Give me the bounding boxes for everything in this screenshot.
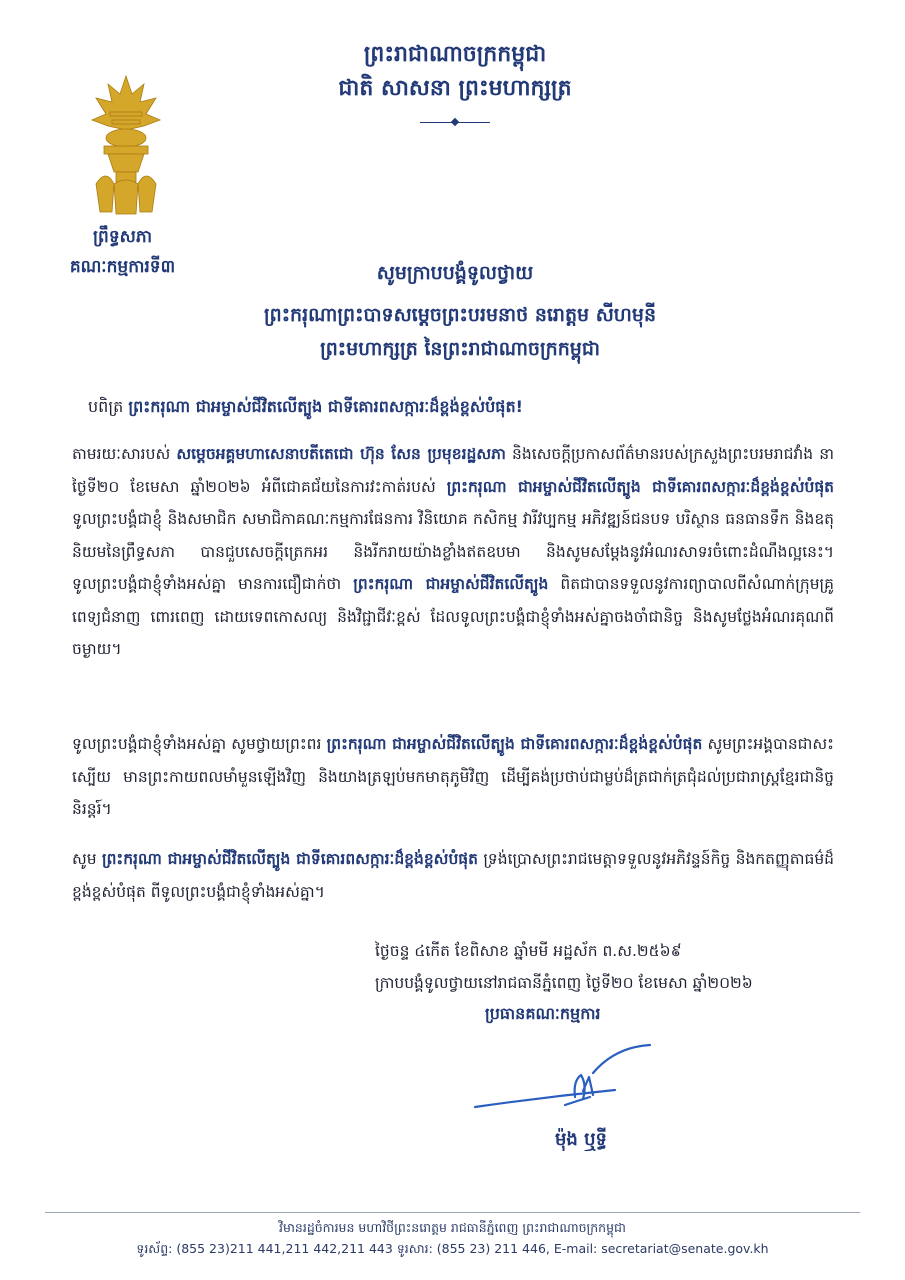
lunar-date: ថ្ងៃចន្ទ ៤កើត ខែពិសាខ ឆ្នាំមមី អដ្ឋស័ក ព.ស.២៥៦៩ <box>375 942 682 960</box>
p1-text-a: តាមរយៈសារបស់ <box>72 445 177 463</box>
header-divider-ornament <box>451 118 459 126</box>
p1-text-g: ពិតជាបានទទួលនូវការព្យាបាលពីសំណាក់ក្រុមគ្រូពេទ្យជំនាញ ពោរពេញ ដោយទេពកោសល្យ និងវិជ្ជាជីវៈខ្ពស់ ដែលទូលព្រះបង្គំជាខ្ញុំទាំងអស់គ្នាចងចាំជានិច្ច និងសូមថ្លែងអំណរគុណពីចម្ងាយ។ <box>72 575 834 658</box>
footer-contact <box>45 1239 860 1259</box>
senate-emblem-icon <box>86 72 166 222</box>
body-paragraph-3 <box>72 843 834 908</box>
fax-label: ទូរសារ: <box>396 1241 433 1256</box>
footer-address: វិមានរដ្ឋចំការមន មហាវិថីព្រះនរោត្តម រាជធានីភ្នំពេញ ព្រះរាជាណាចក្រកម្ពុជា <box>279 1220 626 1235</box>
addressee-block <box>120 298 800 366</box>
p3-text-a: សូម <box>72 850 102 868</box>
national-motto: ជាតិ សាសនា ព្រះមហាក្សត្រ <box>338 76 572 101</box>
p3-emphasis-b: ព្រះករុណា ជាអម្ចាស់ជីវិតលើត្បូង ជាទីគោរពសក្ការៈដ៏ខ្ពង់ខ្ពស់បំផុត <box>101 850 478 868</box>
signatory-name: ម៉ុង ឬទ្ធី <box>555 1129 607 1150</box>
addressee-line-2: ព្រះមហាក្សត្រ នៃព្រះរាជាណាចក្រកម្ពុជា <box>320 338 600 360</box>
place-and-date: ក្រាបបង្គំទូលថ្វាយនៅរាជធានីភ្នំពេញ ថ្ងៃទី២០ ខែមេសា ឆ្នាំ២០២៦ <box>375 974 753 992</box>
p2-text-a: ទូលព្រះបង្គំជាខ្ញុំទាំងអស់គ្នា សូមថ្វាយព្រះពរ <box>72 735 327 753</box>
p1-emphasis-f: ព្រះករុណា ជាអម្ចាស់ជីវិតលើត្បូង <box>353 575 549 593</box>
kingdom-header <box>300 38 610 106</box>
phone-label: ទូរស័ព្ទ: <box>136 1241 173 1256</box>
p1-text-e: ទូលព្រះបង្គំជាខ្ញុំ និងសមាជិក សមាជិកាគណៈកម្មការផែនការ វិនិយោគ កសិកម្ម វារីវប្បកម្ម អភិវឌ្ឍន៍ជនបទ បរិស្ថាន ធនធានទឹក និងឧតុនិយមនៃព្រឹទ្ធសភា បានជួបសេចក្តីត្រេកអរ និងរីករាយយ៉ាងខ្លាំងឥតឧបមា និងសូមសម្តែងនូវអំណរសាទរចំពោះដំណឹងល្អនេះ។ ទូលព្រះបង្គំជាខ្ញុំទាំងអស់គ្នា មានការជឿជាក់ថា <box>72 510 834 593</box>
body-paragraph-2 <box>72 728 834 826</box>
senate-name: ព្រឹទ្ធសភា <box>92 227 153 247</box>
body-paragraph-1 <box>72 438 834 666</box>
salutation-text: ព្រះករុណា ជាអម្ចាស់ជីវិតលើត្បូង ជាទីគោរពសក្ការៈដ៏ខ្ពង់ខ្ពស់បំផុត! <box>128 397 523 416</box>
p3-text-c: ទ្រង់ប្រោសព្រះរាជមេត្តាទទួលនូវអភិវន្ទន៍កិច្ច និងកតញ្ញុតាធម៌ដ៏ខ្ពង់ខ្ពស់បំផុត ពីទូលព្រះបង្គំជាខ្ញុំទាំងអស់គ្នា។ <box>72 850 835 901</box>
signature-image <box>465 1035 665 1125</box>
p1-emphasis-b: សម្តេចអគ្គមហាសេនាបតីតេជោ ហ៊ុន សែន ប្រមុខរដ្ឋសភា <box>176 445 506 463</box>
fax-and-email: (855 23) 211 446, E-mail: secretariat@senate.gov.kh <box>432 1241 769 1256</box>
chairman-title: ប្រធានគណៈកម្មការ <box>485 1004 601 1023</box>
greeting-line: សូមក្រាបបង្គំទូលថ្វាយ <box>376 262 534 284</box>
kingdom-name: ព្រះរាជាណាចក្រកម្ពុជា <box>363 42 547 67</box>
salutation <box>88 396 828 420</box>
p2-emphasis-b: ព្រះករុណា ជាអម្ចាស់ជីវិតលើត្បូង ជាទីគោរពសក្ការៈដ៏ខ្ពង់ខ្ពស់បំផុត <box>326 735 703 753</box>
phone-numbers: (855 23)211 441,211 442,211 443 <box>172 1241 397 1256</box>
p1-emphasis-d: ព្រះករុណា ជាអម្ចាស់ជីវិតលើត្បូង ជាទីគោរពសក្ការៈដ៏ខ្ពង់ខ្ពស់បំផុត <box>446 477 834 496</box>
addressee-line-1: ព្រះករុណាព្រះបាទសម្តេចព្រះបរមនាថ នរោត្តម សីហមុនី <box>263 304 657 326</box>
p1-text-c: និងសេចក្តីប្រកាសព័ត៌មានរបស់ក្រសួងព្រះបរមរាជវាំង នាថ្ងៃទី២០ ខែមេសា ឆ្នាំ២០២៦ អំពីជោគជ័យនៃការវះកាត់របស់ <box>72 445 834 496</box>
committee-name: គណៈកម្មការទី៣ <box>69 257 176 277</box>
salutation-prefix: បពិត្រ <box>88 397 129 416</box>
p2-text-c: សូមព្រះអង្គបានជាសះស្បើយ មានព្រះកាយពលមាំមួនឡើងវិញ និងយាងត្រឡប់មកមាតុភូមិវិញ ដើម្បីគង់ប្រថាប់ជាម្លប់ដ៏ត្រជាក់ត្រជុំដល់ប្រជារាស្ត្រខ្មែរជានិច្ចនិរន្តរ៍។ <box>72 735 834 818</box>
footer-divider <box>45 1212 860 1213</box>
